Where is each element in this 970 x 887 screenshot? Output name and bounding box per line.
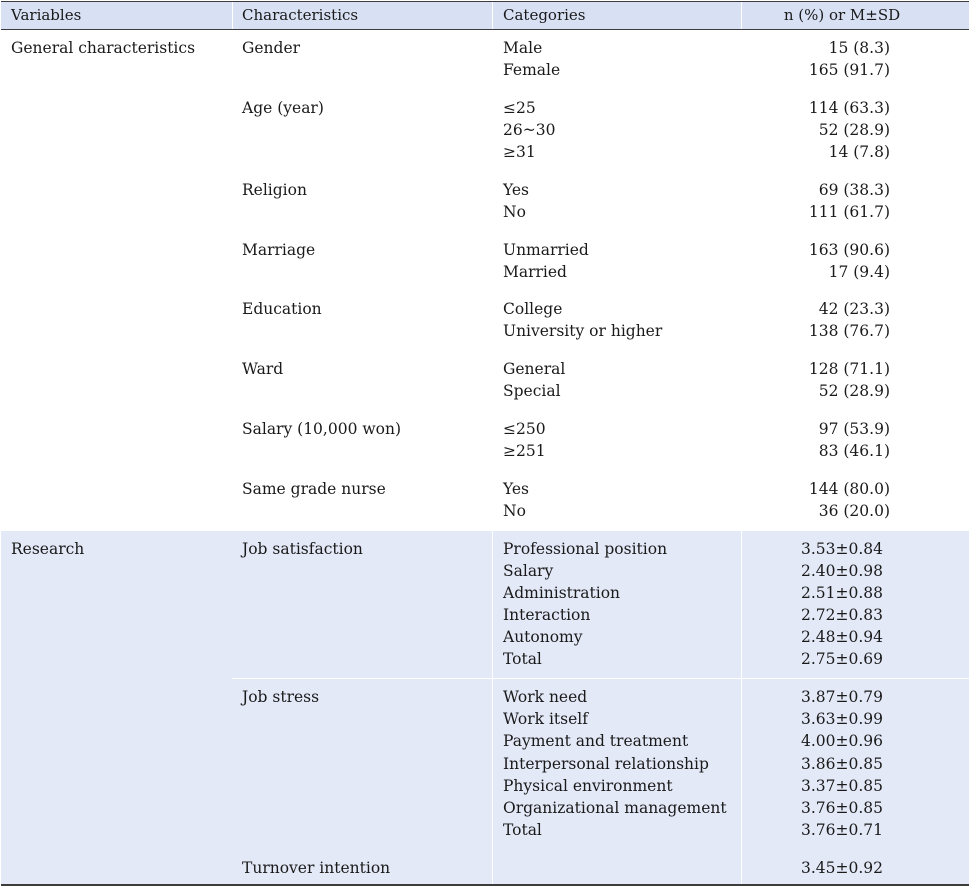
characteristic-label: Religion <box>242 181 307 199</box>
row-divider <box>232 678 969 679</box>
value-cell: 165 (91.7) <box>808 61 890 79</box>
category-label: Work need <box>503 688 588 706</box>
table-header <box>1 1 969 30</box>
value-cell: 4.00±0.96 <box>800 732 883 750</box>
category-label: No <box>503 203 526 221</box>
category-label: Yes <box>503 181 530 199</box>
value-cell: 52 (28.9) <box>818 121 890 139</box>
category-label: Total <box>503 650 542 668</box>
variable-research: Research <box>11 540 85 558</box>
category-label: Female <box>503 61 561 79</box>
value-cell: 3.87±0.79 <box>800 688 883 706</box>
value-cell: 36 (20.0) <box>818 502 890 520</box>
characteristic-label: Salary (10,000 won) <box>242 420 401 438</box>
category-label: Physical environment <box>503 777 673 795</box>
value-cell: 138 (76.7) <box>808 322 890 340</box>
value-cell: 3.76±0.85 <box>800 799 883 817</box>
category-label: Autonomy <box>503 628 583 646</box>
category-label: Interaction <box>503 606 591 624</box>
category-label: Work itself <box>503 710 588 728</box>
value-cell: 2.40±0.98 <box>800 562 883 580</box>
characteristic-label: Same grade nurse <box>242 480 386 498</box>
value-cell: 3.53±0.84 <box>800 540 883 558</box>
category-label: 26~30 <box>503 121 556 139</box>
header-divider <box>492 2 493 29</box>
category-label: University or higher <box>503 322 663 340</box>
category-label: ≤250 <box>503 420 546 438</box>
value-cell: 14 (7.8) <box>828 143 890 161</box>
value-cell: 128 (71.1) <box>808 360 890 378</box>
value-cell: 52 (28.9) <box>818 382 890 400</box>
category-label: Interpersonal relationship <box>503 755 709 773</box>
header-values: n (%) or M±SD <box>783 6 901 24</box>
category-label: Organizational management <box>503 799 727 817</box>
value-cell: 3.76±0.71 <box>800 821 883 839</box>
characteristic-label: Ward <box>242 360 284 378</box>
category-label: ≥251 <box>503 442 546 460</box>
characteristic-label: Turnover intention <box>242 859 391 877</box>
characteristic-label: Job satisfaction <box>242 540 363 558</box>
category-label: Married <box>503 263 567 281</box>
category-label: College <box>503 300 563 318</box>
value-cell: 3.86±0.85 <box>800 755 883 773</box>
header-divider <box>232 2 233 29</box>
value-cell: 97 (53.9) <box>818 420 890 438</box>
category-label: Male <box>503 39 543 57</box>
characteristic-label: Education <box>242 300 322 318</box>
category-label: Total <box>503 821 542 839</box>
value-cell: 69 (38.3) <box>818 181 890 199</box>
value-cell: 15 (8.3) <box>828 39 890 57</box>
header-divider <box>741 2 742 29</box>
category-label: Administration <box>503 584 621 602</box>
category-label: ≤25 <box>503 99 536 117</box>
header-categories: Categories <box>503 6 586 24</box>
value-cell: 83 (46.1) <box>818 442 890 460</box>
column-divider <box>492 531 493 884</box>
value-cell: 3.63±0.99 <box>800 710 883 728</box>
category-label: Unmarried <box>503 241 589 259</box>
column-divider <box>741 531 742 884</box>
value-cell: 111 (61.7) <box>808 203 890 221</box>
value-cell: 144 (80.0) <box>808 480 890 498</box>
characteristic-label: Job stress <box>242 688 320 706</box>
category-label: General <box>503 360 566 378</box>
value-cell: 17 (9.4) <box>828 263 890 281</box>
value-cell: 42 (23.3) <box>818 300 890 318</box>
characteristic-label: Marriage <box>242 241 316 259</box>
value-cell: 2.48±0.94 <box>800 628 883 646</box>
variable-general: General characteristics <box>11 39 196 57</box>
category-label: ≥31 <box>503 143 536 161</box>
value-cell: 2.72±0.83 <box>800 606 883 624</box>
category-label: Salary <box>503 562 554 580</box>
value-cell: 3.37±0.85 <box>800 777 883 795</box>
characteristic-label: Gender <box>242 39 301 57</box>
table-bottom-rule <box>1 884 969 886</box>
value-cell: 3.45±0.92 <box>800 859 883 877</box>
category-label: No <box>503 502 526 520</box>
category-label: Special <box>503 382 561 400</box>
category-label: Professional position <box>503 540 668 558</box>
category-label: Yes <box>503 480 530 498</box>
characteristic-label: Age (year) <box>242 99 324 117</box>
value-cell: 114 (63.3) <box>808 99 890 117</box>
value-cell: 2.75±0.69 <box>800 650 883 668</box>
value-cell: 163 (90.6) <box>808 241 890 259</box>
header-characteristics: Characteristics <box>242 6 359 24</box>
header-variables: Variables <box>11 6 82 24</box>
category-label: Payment and treatment <box>503 732 689 750</box>
value-cell: 2.51±0.88 <box>800 584 883 602</box>
